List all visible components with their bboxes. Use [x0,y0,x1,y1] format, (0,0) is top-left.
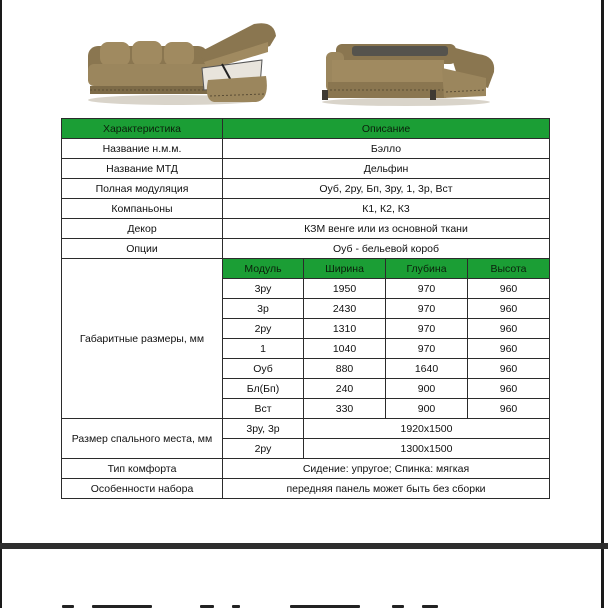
dim-width: 240 [304,379,386,399]
next-page-text-fragment [0,597,608,608]
row-modulation [62,179,550,199]
row-value: Сидение: упругое; Спинка: мягкая [223,459,550,479]
dim-width: 1950 [304,279,386,299]
dim-module: Бл(Бп) [223,379,304,399]
row-label: Декор [62,219,223,239]
row-label: Опции [62,239,223,259]
row-features [62,479,550,499]
sleep-size: 1920х1500 [304,419,550,439]
row-label: Тип комфорта [62,459,223,479]
dim-height: 960 [468,279,550,299]
dim-depth: 970 [386,279,468,299]
row-decor [62,219,550,239]
dim-header-depth: Глубина [386,259,468,279]
dim-module: 2ру [223,319,304,339]
dim-header-width: Ширина [304,259,386,279]
sleep-size: 1300х1500 [304,439,550,459]
dim-module: Вст [223,399,304,419]
dim-module: 1 [223,339,304,359]
row-value: Дельфин [223,159,550,179]
dim-width: 1310 [304,319,386,339]
dim-header-module: Модуль [223,259,304,279]
row-value: Оуб - бельевой короб [223,239,550,259]
row-companions [62,199,550,219]
dim-depth: 970 [386,299,468,319]
row-name-mtd [62,159,550,179]
dim-module: 3р [223,299,304,319]
table-header-row [62,119,550,139]
dim-width: 880 [304,359,386,379]
dim-height: 960 [468,379,550,399]
row-name-nmm [62,139,550,159]
dim-depth: 900 [386,399,468,419]
dim-depth: 970 [386,319,468,339]
dim-module: Оуб [223,359,304,379]
specification-table [61,118,550,499]
dim-module: 3ру [223,279,304,299]
dim-height: 960 [468,299,550,319]
header-description: Описание [223,119,550,139]
dimensions-header-row [62,259,550,279]
row-value: Оуб, 2ру, Бп, 3ру, 1, 3р, Вст [223,179,550,199]
page-divider [0,543,608,549]
row-comfort [62,459,550,479]
row-value: Бэлло [223,139,550,159]
dim-header-height: Высота [468,259,550,279]
row-value: передняя панель может быть без сборки [223,479,550,499]
row-options [62,239,550,259]
header-characteristic: Характеристика [62,119,223,139]
row-label: Полная модуляция [62,179,223,199]
row-value: КЗМ венге или из основной ткани [223,219,550,239]
dim-width: 2430 [304,299,386,319]
dim-width: 330 [304,399,386,419]
row-value: К1, К2, К3 [223,199,550,219]
sofa-photo-open-storage [84,16,280,108]
sleeping-row [62,419,550,439]
dim-depth: 900 [386,379,468,399]
sleep-module: 3ру, 3р [223,419,304,439]
dim-height: 960 [468,319,550,339]
sleep-module: 2ру [223,439,304,459]
dim-height: 960 [468,359,550,379]
dim-depth: 970 [386,339,468,359]
row-label: Компаньоны [62,199,223,219]
dim-height: 960 [468,339,550,359]
row-label: Особенности набора [62,479,223,499]
row-label-sleeping: Размер спального места, мм [62,419,223,459]
dim-depth: 1640 [386,359,468,379]
dim-width: 1040 [304,339,386,359]
row-label: Название МТД [62,159,223,179]
row-label-dimensions: Габаритные размеры, мм [62,259,223,419]
dim-height: 960 [468,399,550,419]
sofa-photo-unfolded [318,38,496,108]
row-label: Название н.м.м. [62,139,223,159]
